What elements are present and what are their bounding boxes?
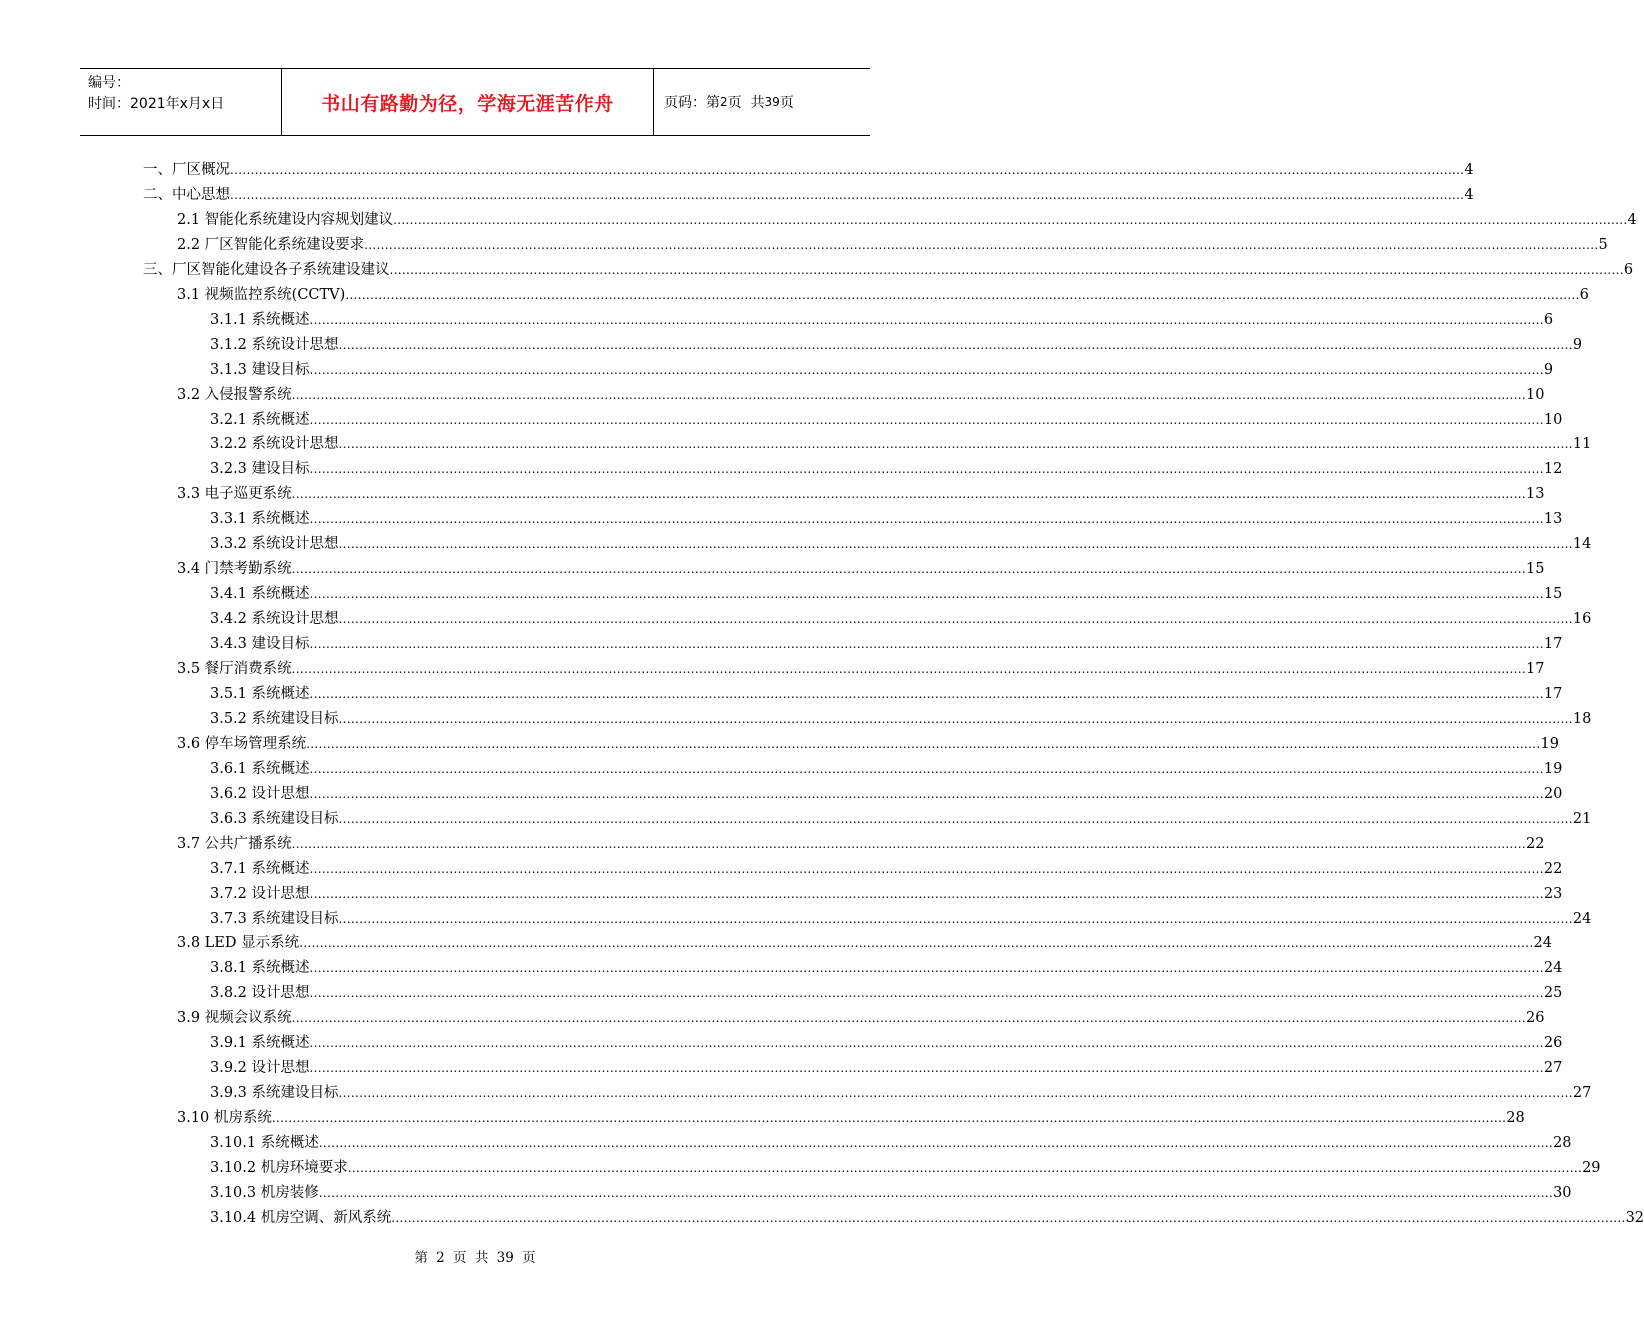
- toc-entry[interactable]: [210, 531, 1592, 553]
- header-meta: [80, 69, 281, 135]
- toc-entry-page-number: 11: [1572, 436, 1592, 453]
- toc-dot-leader: ............................................................................................................................................................................................................................................................................................................: [309, 412, 1544, 427]
- toc-entry-page-number: 28: [1506, 1110, 1525, 1127]
- header-page-info: [654, 69, 870, 135]
- toc-entry[interactable]: [177, 282, 1589, 304]
- toc-entry[interactable]: [177, 481, 1545, 503]
- toc-entry-page-number: 6: [1543, 311, 1554, 328]
- toc-entry[interactable]: [210, 806, 1592, 828]
- toc-entry-title: 3.6.1 系统概述: [210, 760, 310, 777]
- toc-entry-title: 3.8.1 系统概述: [210, 960, 310, 977]
- toc-entry-page-number: 4: [1464, 186, 1474, 203]
- toc-entry-title: 3.1.1 系统概述: [210, 311, 310, 328]
- toc-entry-page-number: 22: [1526, 835, 1545, 852]
- toc-entry-page-number: 30: [1553, 1184, 1572, 1201]
- toc-dot-leader: ............................................................................................................................................................................................................................................................................................................: [309, 986, 1544, 1001]
- toc-entry-title: 3.7.2 设计思想: [210, 885, 310, 902]
- toc-dot-leader: ............................................................................................................................................................................................................................................................................................................: [338, 911, 1573, 926]
- toc-entry-title: 3.7.1 系统概述: [210, 860, 310, 877]
- toc-entry-page-number: 12: [1543, 461, 1563, 478]
- page-prefix: 页码：第: [664, 95, 720, 111]
- toc-entry-title: 3.9.2 设计思想: [210, 1060, 310, 1077]
- toc-entry-page-number: 6: [1579, 286, 1589, 303]
- toc-dot-leader: ............................................................................................................................................................................................................................................................................................................: [318, 1185, 1554, 1200]
- toc-entry-title: 3.4 门禁考勤系统: [177, 561, 292, 578]
- toc-entry[interactable]: [210, 456, 1563, 478]
- toc-entry[interactable]: [210, 357, 1554, 379]
- toc-entry-title: 2.1 智能化系统建设内容规划建议: [177, 211, 394, 228]
- toc-entry[interactable]: [210, 955, 1563, 977]
- toc-entry[interactable]: [143, 182, 1474, 204]
- toc-entry-page-number: 9: [1572, 336, 1583, 353]
- toc-entry-title: 3.2 入侵报警系统: [177, 386, 292, 403]
- document-number-label: 编号：: [88, 75, 130, 91]
- toc-entry[interactable]: [143, 157, 1474, 179]
- toc-entry-title: 3.8 LED 显示系统: [177, 935, 300, 952]
- toc-entry[interactable]: [177, 382, 1545, 404]
- toc-entry-page-number: 14: [1572, 536, 1592, 553]
- toc-entry-page-number: 13: [1526, 486, 1545, 503]
- toc-dot-leader: ............................................................................................................................................................................................................................................................................................................: [299, 936, 1534, 951]
- toc-entry-title: 3.6.2 设计思想: [210, 785, 310, 802]
- toc-entry-page-number: 15: [1543, 586, 1563, 603]
- toc-entry-page-number: 4: [1464, 162, 1474, 178]
- toc-dot-leader: ............................................................................................................................................................................................................................................................................................................: [309, 761, 1544, 776]
- toc-entry-page-number: 27: [1543, 1060, 1563, 1077]
- toc-dot-leader: ............................................................................................................................................................................................................................................................................................................: [345, 287, 1580, 302]
- toc-dot-leader: ............................................................................................................................................................................................................................................................................................................: [318, 1136, 1554, 1151]
- toc-entry[interactable]: [177, 731, 1559, 753]
- toc-entry-title: 3.1.2 系统设计思想: [210, 336, 339, 353]
- toc-entry[interactable]: [177, 656, 1545, 678]
- toc-entry[interactable]: [210, 1130, 1572, 1152]
- toc-entry-title: 3.7 公共广播系统: [177, 835, 292, 852]
- toc-dot-leader: ............................................................................................................................................................................................................................................................................................................: [291, 487, 1527, 502]
- toc-entry[interactable]: [210, 1030, 1563, 1052]
- toc-entry-page-number: 29: [1582, 1160, 1601, 1176]
- toc-entry-title: 3.3.1 系统概述: [210, 511, 310, 528]
- toc-entry-page-number: 15: [1526, 561, 1545, 578]
- toc-entry-title: 3.10.4 机房空调、新风系统: [210, 1209, 392, 1226]
- toc-entry-title: 3.4.3 建设目标: [210, 636, 310, 653]
- toc-entry-title: 3.4.2 系统设计思想: [210, 611, 339, 628]
- toc-dot-leader: ............................................................................................................................................................................................................................................................................................................: [291, 1011, 1527, 1026]
- toc-entry-title: 3.2.3 建设目标: [210, 461, 310, 478]
- toc-dot-leader: ............................................................................................................................................................................................................................................................................................................: [389, 262, 1624, 277]
- toc-entry-page-number: 32: [1625, 1209, 1644, 1226]
- page-header: [80, 68, 870, 136]
- toc-entry[interactable]: [210, 706, 1592, 728]
- toc-entry-title: 2.2 厂区智能化系统建设要求: [177, 236, 365, 253]
- toc-dot-leader: ............................................................................................................................................................................................................................................................................................................: [230, 163, 1465, 177]
- toc-entry-page-number: 9: [1543, 361, 1554, 378]
- toc-entry-page-number: 18: [1572, 710, 1592, 727]
- toc-entry-page-number: 23: [1543, 885, 1563, 902]
- toc-entry-title: 3.2.2 系统设计思想: [210, 436, 339, 453]
- toc-dot-leader: ............................................................................................................................................................................................................................................................................................................: [271, 1111, 1507, 1126]
- toc-entry-title: 二、中心思想: [143, 186, 230, 203]
- toc-dot-leader: ............................................................................................................................................................................................................................................................................................................: [309, 961, 1544, 976]
- toc-dot-leader: ............................................................................................................................................................................................................................................................................................................: [393, 212, 1628, 227]
- toc-dot-leader: ............................................................................................................................................................................................................................................................................................................: [338, 612, 1573, 627]
- toc-entry[interactable]: [210, 332, 1583, 354]
- toc-dot-leader: ............................................................................................................................................................................................................................................................................................................: [291, 836, 1527, 851]
- toc-entry-page-number: 17: [1543, 636, 1563, 653]
- toc-entry-page-number: 26: [1543, 1035, 1563, 1052]
- toc-dot-leader: ............................................................................................................................................................................................................................................................................................................: [338, 1086, 1573, 1101]
- toc-entry-title: 一、厂区概况: [143, 162, 230, 178]
- toc-dot-leader: ............................................................................................................................................................................................................................................................................................................: [291, 562, 1527, 577]
- toc-entry-page-number: 13: [1543, 511, 1563, 528]
- toc-entry-title: 3.10.3 机房装修: [210, 1184, 319, 1201]
- page-current: 2: [720, 95, 728, 109]
- toc-entry-title: 3.5.2 系统建设目标: [210, 710, 339, 727]
- toc-entry-page-number: 16: [1572, 611, 1592, 628]
- toc-entry[interactable]: [210, 1155, 1601, 1177]
- toc-entry[interactable]: [210, 1080, 1592, 1102]
- toc-dot-leader: ............................................................................................................................................................................................................................................................................................................: [391, 1210, 1626, 1225]
- toc-entry-title: 3.1 视频监控系统(CCTV): [177, 286, 346, 303]
- toc-entry-page-number: 27: [1572, 1085, 1592, 1102]
- toc-entry[interactable]: [177, 207, 1637, 229]
- page-mid: 页 共: [727, 95, 765, 111]
- toc-dot-leader: ............................................................................................................................................................................................................................................................................................................: [309, 1036, 1544, 1051]
- toc-entry-title: 3.4.1 系统概述: [210, 586, 310, 603]
- toc-entry-title: 3.10.1 系统概述: [210, 1135, 319, 1152]
- toc-entry-page-number: 10: [1543, 411, 1563, 428]
- toc-entry-title: 3.8.2 设计思想: [210, 985, 310, 1002]
- toc-entry[interactable]: [177, 232, 1608, 254]
- toc-entry-title: 3.9.3 系统建设目标: [210, 1085, 339, 1102]
- toc-entry[interactable]: [177, 1105, 1525, 1127]
- toc-entry-title: 3.3.2 系统设计思想: [210, 536, 339, 553]
- header-motto: 书山有路勤为径，学海无涯苦作舟: [281, 69, 654, 135]
- page-suffix: 页: [779, 95, 794, 111]
- toc-entry-page-number: 24: [1533, 935, 1552, 952]
- toc-entry[interactable]: [177, 831, 1545, 853]
- toc-dot-leader: ............................................................................................................................................................................................................................................................................................................: [309, 861, 1544, 876]
- toc-entry-page-number: 21: [1572, 810, 1592, 827]
- toc-dot-leader: ............................................................................................................................................................................................................................................................................................................: [309, 312, 1544, 327]
- toc-entry[interactable]: [210, 681, 1563, 703]
- toc-entry[interactable]: [177, 556, 1545, 578]
- toc-entry[interactable]: [177, 930, 1552, 952]
- toc-dot-leader: ............................................................................................................................................................................................................................................................................................................: [309, 786, 1544, 801]
- toc-entry[interactable]: [210, 407, 1563, 429]
- toc-entry[interactable]: [210, 606, 1592, 628]
- toc-entry-title: 三、厂区智能化建设各子系统建设建议: [143, 261, 390, 278]
- toc-entry-title: 3.5 餐厅消费系统: [177, 661, 292, 677]
- toc-entry-page-number: 17: [1526, 661, 1545, 677]
- toc-entry-page-number: 19: [1543, 760, 1563, 777]
- toc-dot-leader: ............................................................................................................................................................................................................................................................................................................: [338, 437, 1573, 452]
- toc-entry-title: 3.9.1 系统概述: [210, 1035, 310, 1052]
- toc-entry[interactable]: [210, 1180, 1572, 1202]
- toc-dot-leader: ............................................................................................................................................................................................................................................................................................................: [309, 637, 1544, 652]
- toc-dot-leader: ............................................................................................................................................................................................................................................................................................................: [291, 662, 1527, 676]
- toc-dot-leader: ............................................................................................................................................................................................................................................................................................................: [309, 587, 1544, 602]
- toc-entry-page-number: 20: [1543, 785, 1563, 802]
- toc-entry-title: 3.6.3 系统建设目标: [210, 810, 339, 827]
- toc-entry-title: 3.2.1 系统概述: [210, 411, 310, 428]
- toc-entry[interactable]: [210, 307, 1554, 329]
- toc-entry[interactable]: [210, 881, 1563, 903]
- toc-entry[interactable]: [210, 856, 1563, 878]
- toc-entry-page-number: 6: [1623, 261, 1634, 278]
- toc-entry-page-number: 22: [1543, 860, 1563, 877]
- toc-entry-title: 3.3 电子巡更系统: [177, 486, 292, 503]
- page-total: 39: [764, 95, 780, 109]
- toc-entry-title: 3.6 停车场管理系统: [177, 735, 307, 752]
- toc-entry-page-number: 17: [1543, 685, 1563, 702]
- toc-entry-page-number: 5: [1598, 236, 1608, 253]
- toc-dot-leader: ............................................................................................................................................................................................................................................................................................................: [338, 337, 1573, 352]
- toc-entry[interactable]: [210, 631, 1563, 653]
- toc-dot-leader: ............................................................................................................................................................................................................................................................................................................: [306, 736, 1541, 751]
- toc-entry-title: 3.10.2 机房环境要求: [210, 1160, 348, 1176]
- toc-dot-leader: ............................................................................................................................................................................................................................................................................................................: [291, 387, 1527, 402]
- toc-entry-page-number: 25: [1543, 985, 1563, 1002]
- toc-entry[interactable]: [210, 581, 1563, 603]
- toc-dot-leader: ............................................................................................................................................................................................................................................................................................................: [338, 711, 1573, 726]
- toc-entry-title: 3.5.1 系统概述: [210, 685, 310, 702]
- toc-entry-page-number: 10: [1526, 386, 1545, 403]
- toc-entry-page-number: 24: [1572, 910, 1592, 927]
- toc-dot-leader: ............................................................................................................................................................................................................................................................................................................: [309, 1061, 1544, 1076]
- document-time-label: 时间：2021年x月x日: [88, 96, 225, 112]
- toc-entry-page-number: 19: [1540, 735, 1559, 752]
- toc-dot-leader: ............................................................................................................................................................................................................................................................................................................: [364, 237, 1599, 252]
- toc-dot-leader: ............................................................................................................................................................................................................................................................................................................: [309, 362, 1544, 377]
- toc-dot-leader: ............................................................................................................................................................................................................................................................................................................: [309, 886, 1544, 901]
- toc-entry[interactable]: [210, 756, 1563, 778]
- toc-entry[interactable]: [143, 257, 1634, 279]
- toc-entry-page-number: 24: [1543, 960, 1563, 977]
- toc-entry-title: 3.7.3 系统建设目标: [210, 910, 339, 927]
- toc-dot-leader: ............................................................................................................................................................................................................................................................................................................: [309, 686, 1544, 701]
- toc-entry-page-number: 26: [1526, 1010, 1545, 1027]
- toc-entry-title: 3.9 视频会议系统: [177, 1010, 292, 1027]
- toc-entry-title: 3.1.3 建设目标: [210, 361, 310, 378]
- toc-entry[interactable]: [210, 431, 1592, 453]
- toc-entry-page-number: 28: [1553, 1135, 1572, 1152]
- toc-dot-leader: ............................................................................................................................................................................................................................................................................................................: [309, 462, 1544, 477]
- toc-entry[interactable]: [210, 1205, 1644, 1227]
- toc-dot-leader: ............................................................................................................................................................................................................................................................................................................: [347, 1161, 1583, 1175]
- toc-dot-leader: ............................................................................................................................................................................................................................................................................................................: [309, 512, 1544, 527]
- toc-entry[interactable]: [177, 1005, 1545, 1027]
- page-footer: 第 2 页 共 39 页: [414, 1250, 536, 1266]
- toc-dot-leader: ............................................................................................................................................................................................................................................................................................................: [230, 187, 1465, 202]
- toc-entry[interactable]: [210, 506, 1563, 528]
- toc-entry[interactable]: [210, 980, 1563, 1002]
- toc-entry[interactable]: [210, 1055, 1563, 1077]
- toc-dot-leader: ............................................................................................................................................................................................................................................................................................................: [338, 537, 1573, 552]
- toc-entry[interactable]: [210, 906, 1592, 928]
- toc-entry-page-number: 4: [1627, 211, 1637, 228]
- toc-entry-title: 3.10 机房系统: [177, 1110, 272, 1127]
- toc-entry[interactable]: [210, 781, 1563, 803]
- toc-dot-leader: ............................................................................................................................................................................................................................................................................................................: [338, 811, 1573, 826]
